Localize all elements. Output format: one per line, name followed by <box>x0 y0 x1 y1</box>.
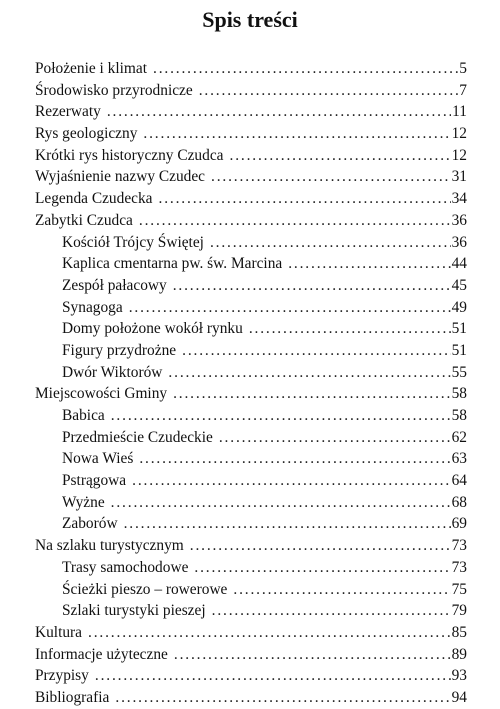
toc-entry-label: Babica <box>62 407 105 424</box>
toc-entry <box>35 687 467 709</box>
toc-entry-page-number: 62 <box>451 428 467 446</box>
toc-entry-label: Szlaki turystyki pieszej <box>62 602 206 620</box>
toc-entry <box>35 80 467 102</box>
toc-entry-page-number: 93 <box>451 667 467 685</box>
toc-entry-page-number: 51 <box>451 320 467 338</box>
toc-entry <box>35 492 467 514</box>
dot-leader <box>132 470 450 492</box>
toc-entry <box>35 188 467 210</box>
toc-entry <box>35 275 467 297</box>
toc-entry-label: Zaborów <box>62 515 118 533</box>
toc-entry <box>35 253 467 275</box>
dot-leader <box>182 340 450 362</box>
toc-entry-page-number: 68 <box>451 493 467 511</box>
toc-entry-page-number: 36 <box>451 211 467 229</box>
toc-entry-label: Bibliografia <box>35 688 110 706</box>
toc-entry-label: Informacje użyteczne <box>35 645 168 663</box>
dot-leader <box>168 362 450 384</box>
toc-entry-page-number: 36 <box>451 233 467 251</box>
toc-entry <box>35 362 467 384</box>
toc-entry-label: Rezerwaty <box>35 103 101 121</box>
toc-entry-page-number: 51 <box>451 341 467 359</box>
toc-entry <box>35 600 467 622</box>
dot-leader <box>230 145 451 167</box>
toc-entry-page-number: 49 <box>451 298 467 316</box>
toc-entry <box>35 427 467 449</box>
toc-entry-label: Dwór Wiktorów <box>62 363 163 381</box>
toc-entry-label: Trasy samochodowe <box>62 558 189 576</box>
toc-entry <box>35 579 467 601</box>
toc-entry <box>35 101 467 123</box>
toc-entry-label: Przedmieście Czudeckie <box>62 428 213 446</box>
toc-entry <box>35 644 467 666</box>
dot-leader <box>233 579 450 601</box>
toc-entry <box>35 665 467 687</box>
toc-entry-label: Kultura <box>35 623 83 641</box>
toc-entry-page-number: 34 <box>451 190 467 208</box>
toc-entry-label: Synagoga <box>62 298 123 316</box>
toc-entry-label: Na szlaku turystycznym <box>35 537 184 555</box>
toc-entry-page-number: 79 <box>451 602 467 620</box>
dot-leader <box>210 232 451 254</box>
toc-entry-page-number: 45 <box>451 276 467 294</box>
toc-entry-label: Przypisy <box>35 667 89 685</box>
table-of-contents <box>35 58 467 709</box>
dot-leader <box>143 123 450 145</box>
dot-leader <box>173 383 451 405</box>
toc-entry-label: Kaplica cmentarna pw. św. Marcina <box>62 255 283 273</box>
toc-entry-label: Wyjaśnienie nazwy Czudec <box>35 168 206 186</box>
toc-entry <box>35 166 467 188</box>
toc-entry <box>35 405 467 427</box>
toc-entry-label: Krótki rys historyczny Czudca <box>35 146 224 164</box>
toc-entry-label: Miejscowości Gminy <box>35 385 168 403</box>
dot-leader <box>88 622 451 644</box>
dot-leader <box>139 448 450 470</box>
toc-entry <box>35 513 467 535</box>
dot-leader <box>159 188 451 210</box>
toc-entry-label: Wyżne <box>62 493 105 511</box>
toc-entry-label: Zespół pałacowy <box>62 276 167 294</box>
toc-entry-page-number: 12 <box>451 146 467 164</box>
toc-entry-page-number: 5 <box>459 60 467 77</box>
toc-entry-label: Kościół Trójcy Świętej <box>62 233 204 251</box>
dot-leader <box>219 427 451 449</box>
dot-leader <box>288 253 450 275</box>
toc-entry-page-number: 58 <box>451 407 467 424</box>
dot-leader <box>211 166 451 188</box>
toc-entry <box>35 210 467 232</box>
toc-entry-page-number: 75 <box>451 580 467 598</box>
toc-entry-label: Zabytki Czudca <box>35 211 133 229</box>
dot-leader <box>212 600 451 622</box>
toc-entry-label: Nowa Wieś <box>62 450 134 468</box>
toc-entry-page-number: 11 <box>452 103 467 121</box>
toc-entry-label: Rys geologiczny <box>35 125 138 143</box>
dot-leader <box>199 80 459 102</box>
dot-leader <box>115 687 450 709</box>
dot-leader <box>139 210 451 232</box>
dot-leader <box>111 405 451 427</box>
toc-entry <box>35 145 467 167</box>
toc-entry <box>35 535 467 557</box>
toc-entry <box>35 383 467 405</box>
toc-entry-page-number: 12 <box>451 125 467 143</box>
dot-leader <box>107 101 451 123</box>
toc-entry <box>35 318 467 340</box>
toc-entry-page-number: 64 <box>451 472 467 490</box>
dot-leader <box>124 513 451 535</box>
toc-entry-page-number: 44 <box>451 255 467 273</box>
dot-leader <box>173 275 451 297</box>
toc-entry <box>35 232 467 254</box>
toc-entry <box>35 622 467 644</box>
toc-entry-page-number: 73 <box>451 558 467 576</box>
toc-entry <box>35 123 467 145</box>
dot-leader <box>190 535 451 557</box>
dot-leader <box>95 665 451 687</box>
toc-entry-label: Domy położone wokół rynku <box>62 320 243 338</box>
toc-entry-page-number: 7 <box>459 81 467 99</box>
dot-leader <box>174 644 451 666</box>
dot-leader <box>249 318 451 340</box>
toc-entry-label: Środowisko przyrodnicze <box>35 81 193 99</box>
dot-leader <box>153 58 458 80</box>
toc-entry-page-number: 89 <box>451 645 467 663</box>
toc-entry-page-number: 55 <box>451 363 467 381</box>
toc-entry-page-number: 31 <box>451 168 467 186</box>
toc-entry-page-number: 69 <box>451 515 467 533</box>
toc-entry-page-number: 58 <box>451 385 467 403</box>
toc-entry-label: Ścieżki pieszo – rowerowe <box>62 580 228 598</box>
toc-entry <box>35 470 467 492</box>
toc-entry-label: Legenda Czudecka <box>35 190 153 208</box>
toc-entry <box>35 557 467 579</box>
toc-entry <box>35 58 467 80</box>
toc-entry <box>35 297 467 319</box>
toc-entry-label: Położenie i klimat <box>35 60 147 77</box>
dot-leader <box>194 557 450 579</box>
dot-leader <box>129 297 451 319</box>
toc-entry-page-number: 73 <box>451 537 467 555</box>
toc-entry-label: Pstrągowa <box>62 472 127 490</box>
toc-entry-page-number: 94 <box>451 688 467 706</box>
toc-entry <box>35 448 467 470</box>
dot-leader <box>111 492 451 514</box>
toc-entry-page-number: 63 <box>451 450 467 468</box>
toc-entry-label: Figury przydrożne <box>62 341 177 359</box>
page-title: Spis treści <box>202 7 298 32</box>
toc-entry-page-number: 85 <box>451 623 467 641</box>
toc-entry <box>35 340 467 362</box>
